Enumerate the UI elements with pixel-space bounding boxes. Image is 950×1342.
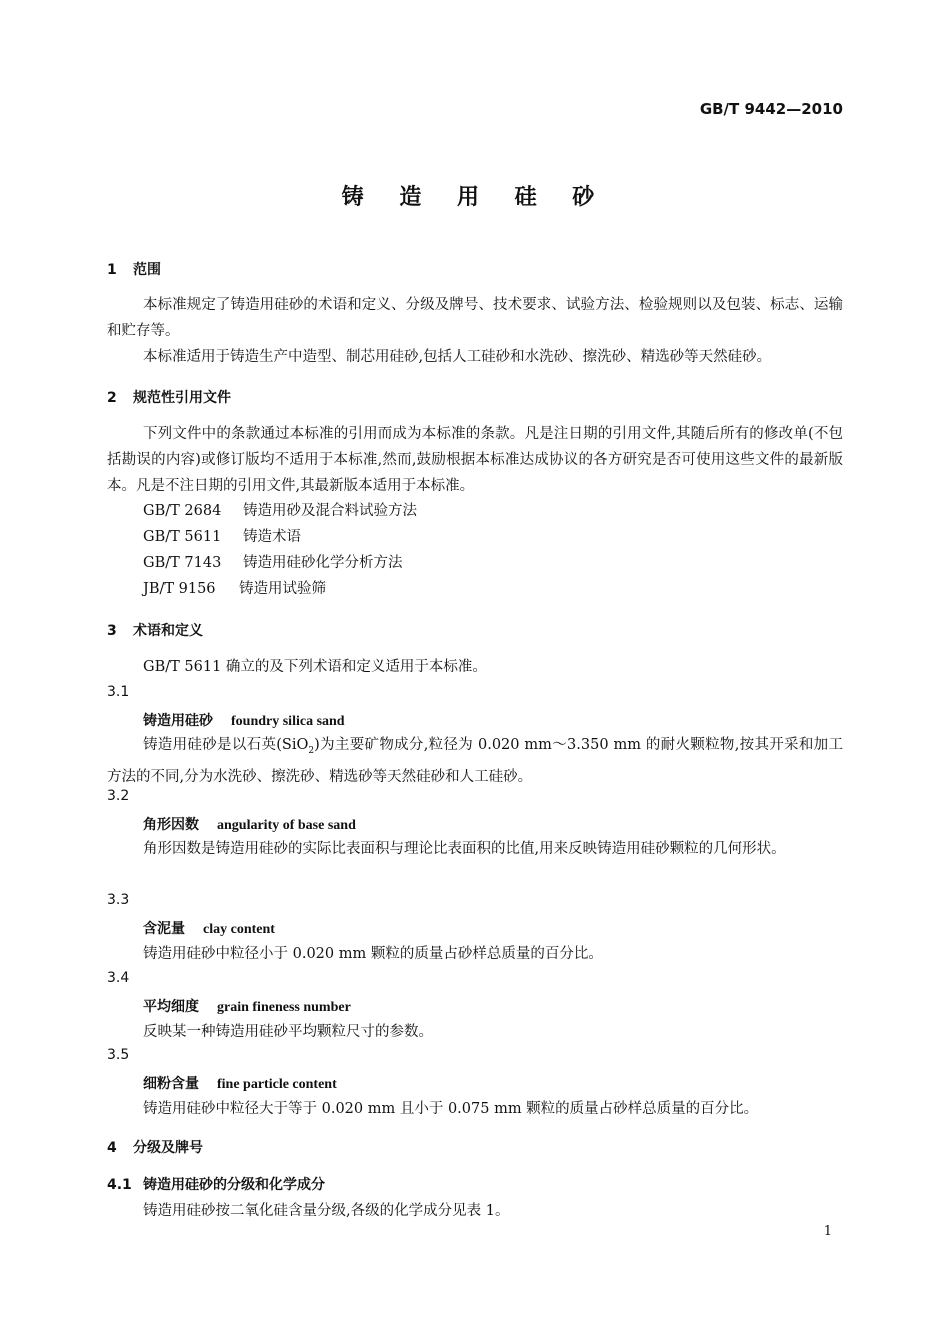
section-3-heading <box>107 620 203 640</box>
reference-item <box>143 499 417 520</box>
section-1-heading <box>107 259 161 279</box>
section-4-heading <box>107 1137 203 1157</box>
reference-code: GB/T 5611 <box>143 529 222 545</box>
section-title: 范围 <box>133 262 161 278</box>
term-number: 3.2 <box>107 788 130 804</box>
document-title: 铸 造 用 硅 砂 <box>341 185 609 210</box>
subscript: 2 <box>308 745 315 756</box>
section-number: 1 <box>107 262 117 278</box>
term-en: grain fineness number <box>217 1000 351 1015</box>
section-number: 2 <box>107 390 117 406</box>
term-number: 3.4 <box>107 970 130 986</box>
section-3-intro: GB/T 5611 确立的及下列术语和定义适用于本标准。 <box>143 659 487 675</box>
term-number: 3.1 <box>107 684 130 700</box>
term-zh: 平均细度 <box>143 999 199 1015</box>
reference-title: 铸造用试验筛 <box>239 581 326 597</box>
term-definition: 铸造用硅砂中粒径大于等于 0.020 mm 且小于 0.075 mm 颗粒的质量占砂样总质量的百分比。 <box>143 1101 759 1117</box>
reference-item <box>143 525 301 546</box>
term-zh: 细粉含量 <box>143 1076 199 1092</box>
reference-title: 铸造术语 <box>243 529 301 545</box>
section-title: 规范性引用文件 <box>133 390 231 406</box>
reference-code: GB/T 7143 <box>143 555 222 571</box>
term-en: foundry silica sand <box>231 714 345 729</box>
section-1-paragraph-1: 本标准规定了铸造用硅砂的术语和定义、分级及牌号、技术要求、试验方法、检验规则以及包装、标志、运输和贮存等。 <box>107 297 843 339</box>
subsection-number: 4.1 <box>107 1177 132 1193</box>
term-definition: 铸造用硅砂中粒径小于 0.020 mm 颗粒的质量占砂样总质量的百分比。 <box>143 946 603 962</box>
reference-title: 铸造用砂及混合料试验方法 <box>243 503 417 519</box>
term-zh: 铸造用硅砂 <box>143 713 213 729</box>
term-number: 3.5 <box>107 1047 130 1063</box>
term-heading <box>143 710 345 730</box>
section-title: 术语和定义 <box>133 623 203 639</box>
section-2-heading <box>107 387 231 407</box>
term-zh: 含泥量 <box>143 921 185 937</box>
reference-item <box>143 577 326 598</box>
term-definition-text: )为主要矿物成分,粒径为 0.020 mm～3.350 mm 的耐火颗粒物,按其开采和加工方法的不同,分为水洗砂、擦洗砂、精选砂等天然硅砂和人工硅砂。 <box>107 737 843 785</box>
term-definition: 反映某一种铸造用硅砂平均颗粒尺寸的参数。 <box>143 1024 433 1040</box>
reference-item <box>143 551 403 572</box>
term-en: angularity of base sand <box>217 818 356 833</box>
term-heading <box>143 918 275 938</box>
standard-code: GB/T 9442—2010 <box>699 100 843 118</box>
section-2-paragraph: 下列文件中的条款通过本标准的引用而成为本标准的条款。凡是注日期的引用文件,其随后所有的修改单(不包括勘误的内容)或修订版均不适用于本标准,然而,鼓励根据本标准达成协议的各方研究是否可使用这些文件的最新版本。凡是不注日期的引用文件,其最新版本适用于本标准。 <box>107 426 843 494</box>
term-definition <box>107 732 843 790</box>
subsection-4-1-heading <box>107 1174 325 1194</box>
term-heading <box>143 996 351 1016</box>
term-en: fine particle content <box>217 1077 337 1092</box>
subsection-4-1-paragraph: 铸造用硅砂按二氧化硅含量分级,各级的化学成分见表 1。 <box>143 1203 510 1219</box>
subsection-title: 铸造用硅砂的分级和化学成分 <box>143 1177 325 1193</box>
term-number: 3.3 <box>107 892 130 908</box>
term-definition: 角形因数是铸造用硅砂的实际比表面积与理论比表面积的比值,用来反映铸造用硅砂颗粒的几何形状。 <box>143 841 786 857</box>
reference-code: GB/T 2684 <box>143 503 222 519</box>
section-number: 4 <box>107 1140 117 1156</box>
section-number: 3 <box>107 623 117 639</box>
section-title: 分级及牌号 <box>133 1140 203 1156</box>
term-heading <box>143 1073 337 1093</box>
term-en: clay content <box>203 922 275 937</box>
reference-title: 铸造用硅砂化学分析方法 <box>243 555 403 571</box>
term-zh: 角形因数 <box>143 817 199 833</box>
term-heading <box>143 814 356 834</box>
reference-code: JB/T 9156 <box>143 581 216 597</box>
page-number: 1 <box>823 1224 832 1239</box>
term-definition-text: 铸造用硅砂是以石英(SiO <box>143 737 309 753</box>
section-1-paragraph-2: 本标准适用于铸造生产中造型、制芯用硅砂,包括人工硅砂和水洗砂、擦洗砂、精选砂等天然硅砂。 <box>143 349 772 365</box>
